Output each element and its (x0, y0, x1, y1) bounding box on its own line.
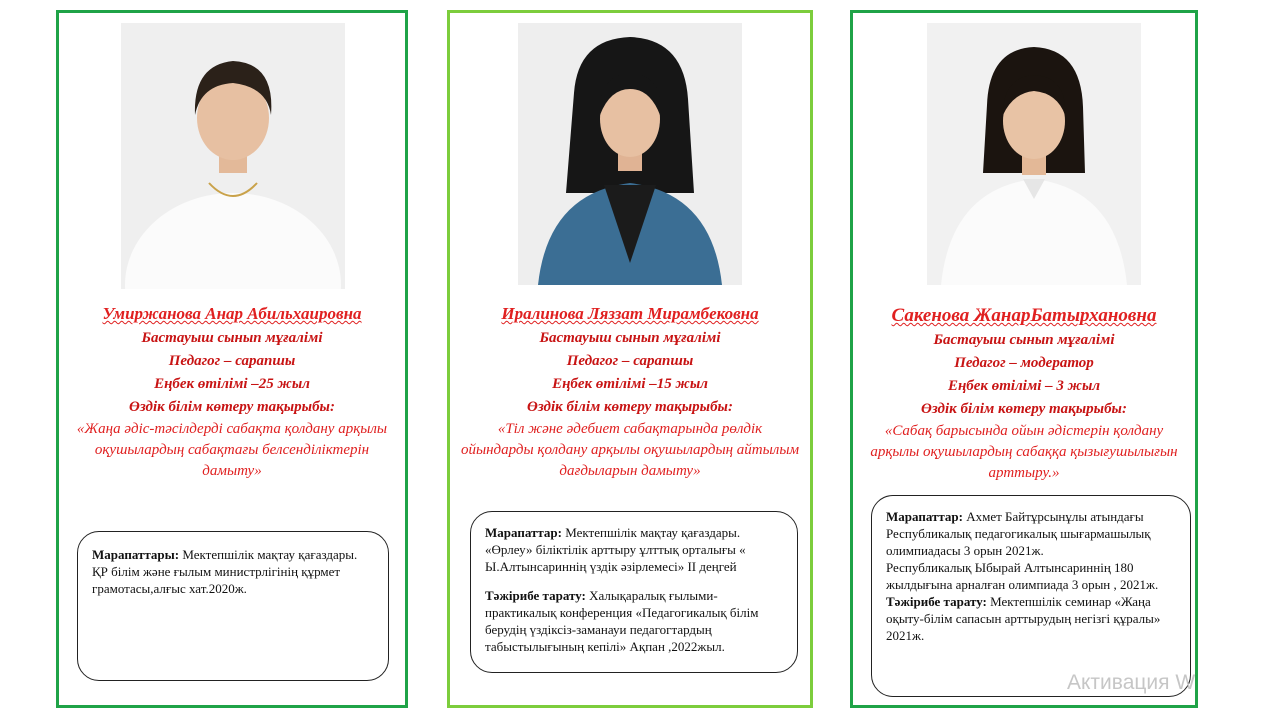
teacher-name: Иралинова Ляззат Мирамбековна (501, 304, 759, 323)
teacher-info-1 (59, 301, 405, 482)
awards-box-3 (871, 495, 1191, 697)
awards-text: Мектепшілік мақтау қағаздары. (182, 547, 358, 562)
teacher-card-3 (850, 10, 1198, 708)
teacher-position: Бастауыш сынып мұғалімі (141, 330, 323, 346)
teacher-photo-3 (927, 23, 1141, 285)
experience-sharing-label: Тәжірибе тарату: (886, 594, 987, 609)
teacher-info-2 (450, 301, 810, 482)
teacher-info-3 (853, 303, 1195, 484)
awards-label: Марапаттар: (886, 509, 963, 524)
awards-box-1 (77, 531, 389, 681)
awards-box-2 (470, 511, 798, 673)
experience-sharing-text: Мектепшілік семинар «Жаңа оқыту-білім сапасын арттырудың негізгі құралы» 2021ж. (886, 594, 1161, 643)
teacher-card-1 (56, 10, 408, 708)
teacher-experience: Еңбек өтілімі –25 жыл (154, 376, 310, 392)
topic-text: «Тіл және әдебиет сабақтарында рөлдік ойындарды қолдану арқылы оқушылардың айтылым дағдыларын дамыту» (460, 421, 800, 479)
teacher-category: Педагог – сарапшы (168, 353, 296, 369)
experience-sharing-label: Тәжірибе тарату: (485, 588, 586, 603)
awards-text: Ахмет Байтұрсынұлы атындағы Республикалық педагогикалық шығармашылық олимпиадасы 3 орын 2021ж. (886, 509, 1151, 558)
teacher-category: Педагог – модератор (954, 355, 1094, 371)
teacher-category: Педагог – сарапшы (566, 353, 694, 369)
awards-line2: Республикалық Ыбырай Алтынсариннің 180 жылдығына арналған олимпиада 3 орын , 2021ж. (886, 560, 1159, 592)
teacher-photo-1 (121, 23, 345, 289)
teacher-name: Сакенова ЖанарБатырхановна (891, 305, 1157, 326)
teacher-name: Умиржанова Анар Абильхаировна (102, 304, 362, 323)
teacher-card-2 (447, 10, 813, 708)
awards-line2: ҚР білім және ғылым министрлігінің құрмет грамотасы,алғыс хат.2020ж. (92, 564, 341, 596)
activation-watermark: Активация W (1067, 671, 1196, 694)
teacher-experience: Еңбек өтілімі –15 жыл (552, 376, 708, 392)
topic-heading: Өздік білім көтеру тақырыбы: (921, 401, 1127, 417)
teacher-experience: Еңбек өтілімі – 3 жыл (947, 378, 1101, 394)
awards-text: Мектепшілік мақтау қағаздары. «Өрлеу» біліктілік арттыру ұлттық орталығы « Ы.Алтынсариннің үздік әзірлемесі» II деңгей (485, 525, 746, 574)
topic-heading: Өздік білім көтеру тақырыбы: (527, 399, 733, 415)
awards-label: Марапаттары: (92, 547, 180, 562)
topic-text: «Сабақ барысында ойын әдістерін қолдану арқылы оқушылардың сабаққа қызығушылығын арттыру.» (870, 423, 1178, 481)
experience-sharing-text: Халықаралық ғылыми-практикалық конференция «Педагогикалық білім берудің үздіксіз-заманауи педагогтардың табыстылығының кепілі» Ақпан ,2022жыл. (485, 588, 759, 654)
topic-heading: Өздік білім көтеру тақырыбы: (129, 399, 335, 415)
teacher-position: Бастауыш сынып мұғалімі (539, 330, 721, 346)
topic-text: «Жаңа әдіс-тәсілдерді сабақта қолдану арқылы оқушылардың сабақтағы белсенділіктерін дамыту» (76, 421, 388, 479)
teacher-position: Бастауыш сынып мұғалімі (933, 332, 1115, 348)
teacher-photo-2 (518, 23, 742, 285)
awards-label: Марапаттар: (485, 525, 562, 540)
